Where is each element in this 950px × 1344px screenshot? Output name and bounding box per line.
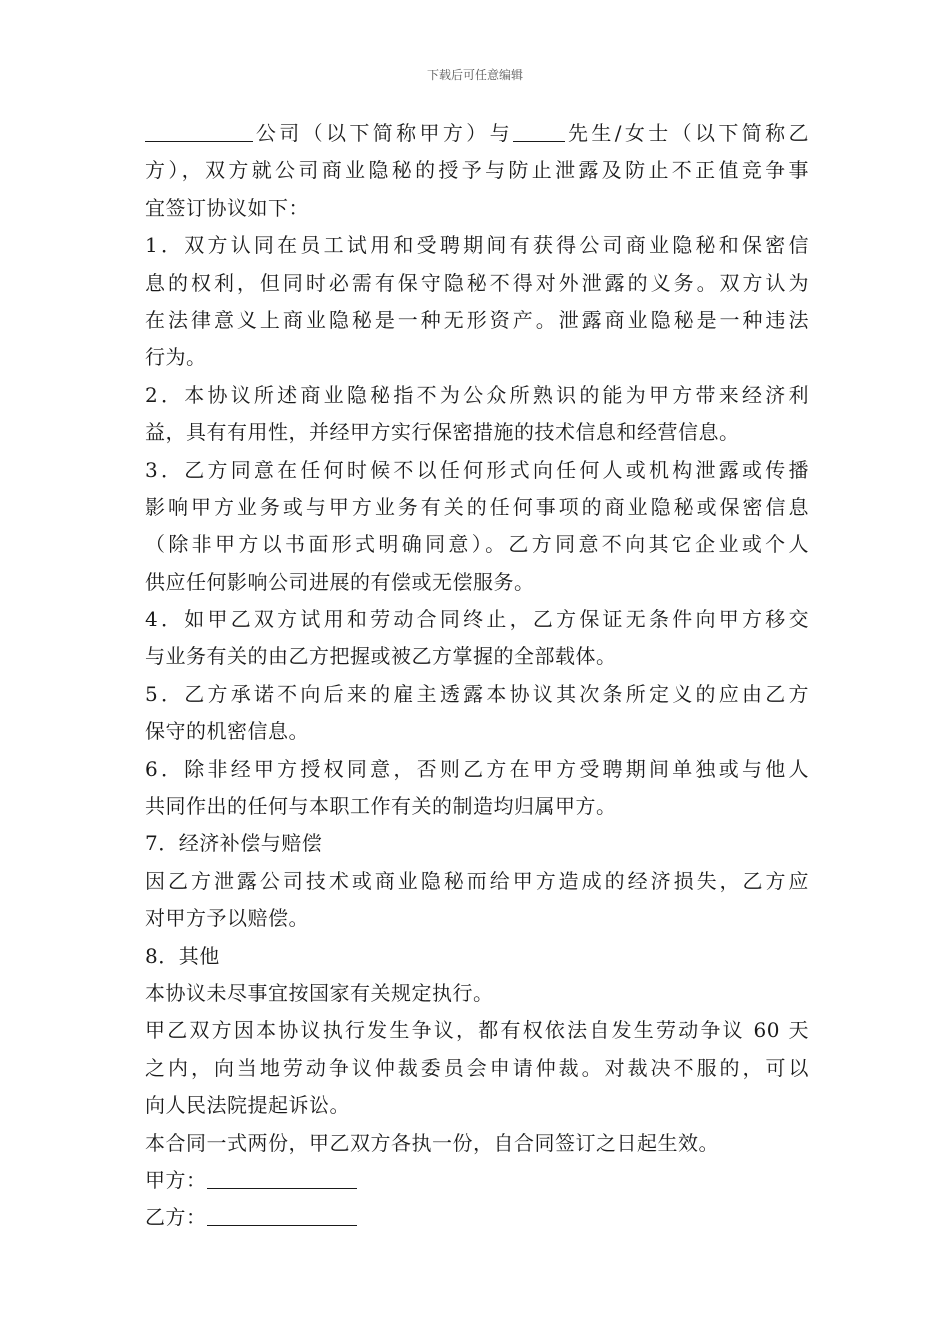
party-b-signature-blank [207, 1203, 357, 1226]
intro-line-2: 方），双方就公司商业隐秘的授予与防止泄露及防止不正值竞争事 [145, 158, 809, 183]
clause-8-line-1: 本协议未尽事宜按国家有关规定执行。 [145, 980, 494, 1005]
intro-text-1: 公司（以下简称甲方）与 [253, 121, 514, 145]
clause-3-line-3: （除非甲方以书面形式明确同意）。乙方同意不向其它企业或个人 [145, 532, 809, 557]
clause-3-line-2: 影响甲方业务或与甲方业务有关的任何事项的商业隐秘或保密信息 [145, 494, 809, 519]
clause-1-line-3: 在法律意义上商业隐秘是一种无形资产。泄露商业隐秘是一种违法 [145, 307, 809, 332]
clause-5-line-1: 5．乙方承诺不向后来的雇主透露本协议其次条所定义的应由乙方 [145, 681, 809, 706]
clause-8-line-2: 甲乙双方因本协议执行发生争议，都有权依法自发生劳动争议 60 天 [145, 1018, 809, 1043]
clause-1-line-1: 1．双方认同在员工试用和受聘期间有获得公司商业隐秘和保密信 [145, 233, 809, 258]
page-header: 下载后可任意编辑 [426, 68, 523, 82]
party-b-label: 乙方： [145, 1205, 207, 1230]
clause-8-heading: 8．其他 [145, 943, 220, 968]
clause-3-line-1: 3．乙方同意在任何时候不以任何形式向任何人或机构泄露或传播 [145, 457, 809, 482]
clause-7-line-2: 对甲方予以赔偿。 [145, 906, 309, 931]
clause-7-line-1: 因乙方泄露公司技术或商业隐秘而给甲方造成的经济损失，乙方应 [145, 868, 809, 893]
clause-6-line-2: 共同作出的任何与本职工作有关的制造均归属甲方。 [145, 794, 617, 819]
intro-line-3: 宜签订协议如下： [145, 195, 309, 220]
clause-1-line-2: 息的权利，但同时必需有保守隐秘不得对外泄露的义务。双方认为 [145, 270, 809, 295]
clause-7-heading: 7．经济补偿与赔偿 [145, 831, 323, 856]
clause-2-line-1: 2．本协议所述商业隐秘指不为公众所熟识的能为甲方带来经济利 [145, 382, 809, 407]
clause-8-line-3: 之内，向当地劳动争议仲裁委员会申请仲裁。对裁决不服的，可以 [145, 1055, 809, 1080]
clause-2-line-2: 益，具有有用性，并经甲方实行保密措施的技术信息和经营信息。 [145, 420, 740, 445]
clause-8-line-4: 向人民法院提起诉讼。 [145, 1093, 350, 1118]
clause-4-line-1: 4．如甲乙双方试用和劳动合同终止，乙方保证无条件向甲方移交 [145, 607, 809, 632]
clause-6-line-1: 6．除非经甲方授权同意，否则乙方在甲方受聘期间单独或与他人 [145, 756, 809, 781]
clause-4-line-2: 与业务有关的由乙方把握或被乙方掌握的全部载体。 [145, 644, 617, 669]
clause-5-line-2: 保守的机密信息。 [145, 719, 309, 744]
clause-3-line-4: 供应任何影响公司进展的有偿或无偿服务。 [145, 569, 535, 594]
party-b-signature-line [145, 1199, 809, 1236]
employee-name-blank [513, 119, 565, 142]
party-a-label: 甲方： [145, 1167, 207, 1192]
intro-line-1 [145, 115, 809, 152]
clause-1-line-4: 行为。 [145, 345, 207, 370]
closing-line: 本合同一式两份，甲乙双方各执一份，自合同签订之日起生效。 [145, 1130, 719, 1155]
party-a-signature-blank [207, 1166, 357, 1189]
agreement-body [145, 115, 809, 1237]
company-name-blank [145, 119, 253, 142]
intro-text-2: 先生/女士（以下简称乙 [565, 121, 809, 145]
party-a-signature-line [145, 1162, 809, 1199]
